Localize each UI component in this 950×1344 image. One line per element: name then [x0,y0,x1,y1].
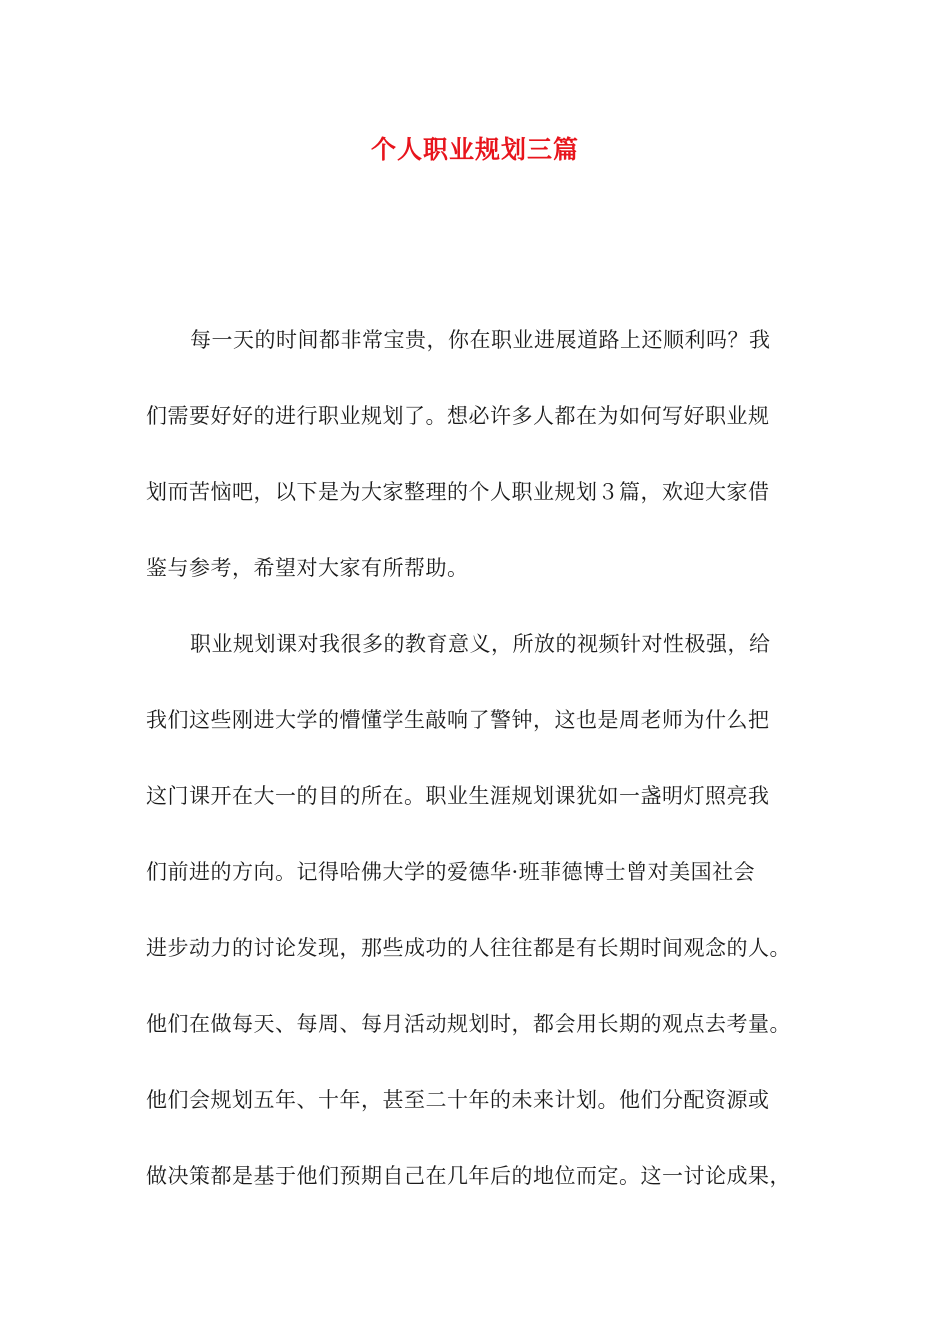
paragraph-line: 鉴与参考，希望对大家有所帮助。 [146,556,469,580]
paragraph-1 [146,318,826,622]
paragraph-line: 们需要好好的进行职业规划了。想必许多人都在为如何写好职业规 [146,404,770,428]
paragraph-line: 我们这些刚进大学的懵懂学生敲响了警钟，这也是周老师为什么把 [146,708,770,732]
paragraph-line: 他们在做每天、每周、每月活动规划时，都会用长期的观点去考量。 [146,1012,791,1036]
paragraph-line: 做决策都是基于他们预期自己在几年后的地位而定。这一讨论成果， [146,1164,791,1188]
paragraph-line: 们前进的方向。记得哈佛大学的爱德华·班菲德博士曾对美国社会 [146,860,756,884]
paragraph-line: 这门课开在大一的目的所在。职业生涯规划课犹如一盏明灯照亮我 [146,784,770,808]
document-body [146,318,826,1230]
paragraph-line: 他们会规划五年、十年，甚至二十年的未来计划。他们分配资源或 [146,1088,770,1112]
paragraph-line: 每一天的时间都非常宝贵，你在职业进展道路上还顺利吗？我 [190,328,771,352]
paragraph-2 [146,622,826,1230]
document-title: 个人职业规划三篇 [370,135,579,164]
paragraph-line: 划而苦恼吧，以下是为大家整理的个人职业规划３篇，欢迎大家借 [146,480,770,504]
paragraph-line: 进步动力的讨论发现，那些成功的人往往都是有长期时间观念的人。 [146,936,791,960]
paragraph-line: 职业规划课对我很多的教育意义，所放的视频针对性极强，给 [190,632,771,656]
